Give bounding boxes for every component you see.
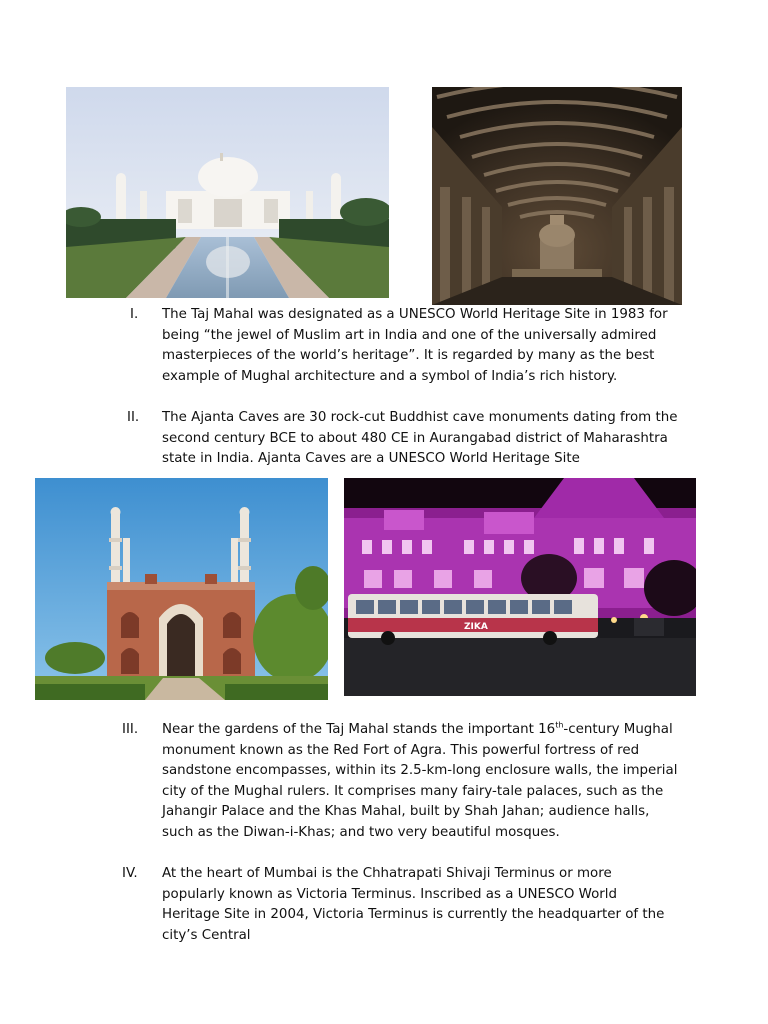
- list-numeral: IV.: [122, 866, 138, 881]
- list-item: [118, 305, 678, 387]
- list-numeral: III.: [122, 722, 139, 737]
- victoria-terminus-night-photo: [344, 478, 696, 696]
- list-item-text: The Ajanta Caves are 30 rock-cut Buddhist cave monuments dating from the second century BCE to about 480 CE in Aurangabad district of Maharashtra state in India. Ajanta Caves are a UNESCO World Heritage Site: [162, 410, 678, 467]
- agra-gate-photo: [35, 478, 328, 700]
- list-item-text: At the heart of Mumbai is the Chhatrapati Shivaji Terminus or more popularly known as Victoria Terminus. Inscribed as a UNESCO World Heritage Site in 2004, Victoria Terminus is currently the headquarter of the city’s Central: [162, 866, 665, 943]
- ajanta-cave-photo: [432, 87, 682, 305]
- list-numeral: II.: [127, 410, 140, 425]
- ordinal-suffix: th: [555, 720, 564, 730]
- list-item-text: [162, 720, 678, 844]
- list-numeral: I.: [130, 307, 139, 322]
- list-item-text-part: Near the gardens of the Taj Mahal stands the important 16: [162, 722, 556, 737]
- list-item-text: The Taj Mahal was designated as a UNESCO World Heritage Site in 1983 for being “the jewel of Muslim art in India and one of the universally admired masterpieces of the world’s heritage”. It is regarded by many as the best example of Mughal architecture and a symbol of India’s rich history.: [162, 307, 668, 384]
- bus-sign-text: ZIKA: [464, 622, 488, 632]
- list-item: [118, 720, 678, 844]
- list-item-text-part: -century Mughal monument known as the Red Fort of Agra. This powerful fortress of red sandstone encompasses, within its 2.5-km-long enclosure walls, the imperial city of the Mughal rulers. It comprises many fairy-tale palaces, such as the Jahangir Palace and the Khas Mahal, built by Shah Jahan; audience halls, such as the Diwan-i-Khas; and two very beautiful mosques.: [162, 722, 678, 840]
- list-item: [118, 408, 678, 470]
- list-item: [118, 864, 678, 946]
- taj-mahal-photo: [66, 87, 389, 298]
